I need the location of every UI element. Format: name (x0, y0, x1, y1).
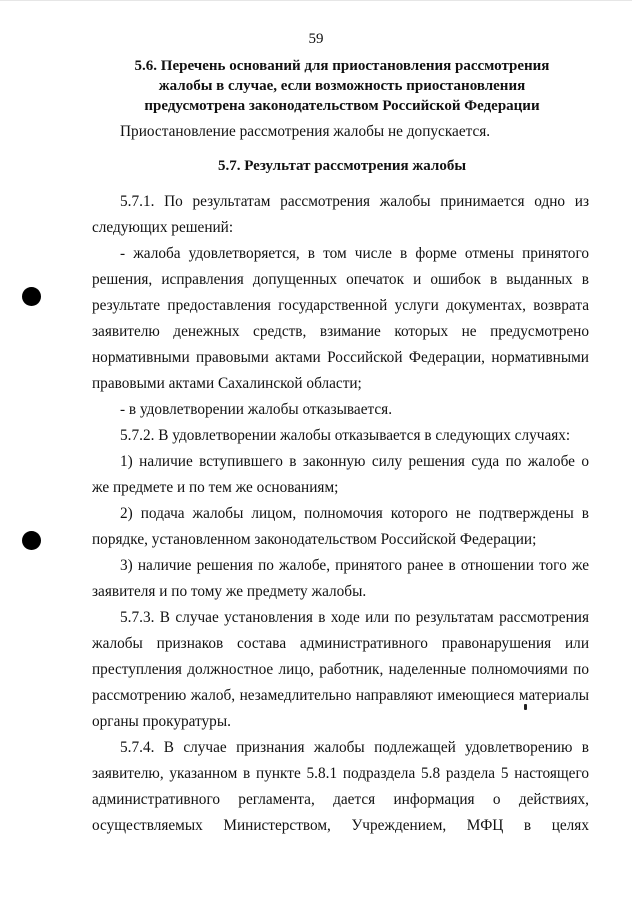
paragraph-line: результате предоставления государственной услуги документах, возврата (92, 297, 589, 314)
paragraph-line: - жалоба удовлетворяется, в том числе в форме отмены принятого (120, 245, 589, 262)
paragraph-line: административного регламента, дается информация о действиях, (92, 791, 589, 808)
paragraph-line: 5.7.3. В случае установления в ходе или по результатам рассмотрения (120, 609, 589, 626)
paragraph-line: порядке, установленном законодательством Российской Федерации; (92, 531, 537, 548)
paragraph-line: же предмете и по тем же основаниям; (92, 479, 339, 496)
paragraph-line: 5.7.4. В случае признания жалобы подлежащей удовлетворению в (120, 739, 589, 756)
paragraph-line: осуществляемых Министерством, Учреждением, МФЦ в целях (92, 817, 589, 834)
paragraph-line: правовыми актами Сахалинской области; (92, 375, 362, 392)
paragraph-line: заявителю, указанном в пункте 5.8.1 подраздела 5.8 раздела 5 настоящего (92, 765, 589, 782)
section-5-6-heading (92, 56, 592, 116)
paragraph-line: 5.7.1. По результатам рассмотрения жалобы принимается одно из (120, 193, 589, 210)
scan-edge (0, 0, 632, 1)
paragraph-line: следующих решений: (92, 219, 234, 236)
paragraph-line: жалобы признаков состава административного правонарушения или (92, 635, 589, 652)
paragraph-line: 3) наличие решения по жалобе, принятого ранее в отношении того же (120, 557, 589, 574)
section-5-7-heading: 5.7. Результат рассмотрения жалобы (217, 158, 467, 174)
paragraph-line: нормативными правовыми актами Российской Федерации, нормативными (92, 349, 589, 366)
section-5-6-heading-line: жалобы в случае, если возможность приостановления (158, 78, 526, 94)
page-number: 59 (308, 31, 324, 47)
punch-hole-mark (22, 531, 41, 550)
paragraph-line: заявителю денежных средств, взимание которых не предусмотрено (92, 323, 589, 340)
paragraph-line: решения, исправления допущенных опечаток и ошибок в выданных в (92, 271, 589, 288)
section-5-6-text: Приостановление рассмотрения жалобы не допускается. (120, 123, 491, 140)
paragraph-line: заявителя и по тому же предмету жалобы. (92, 583, 367, 600)
scan-speck (524, 704, 527, 710)
paragraph-line: 2) подача жалобы лицом, полномочия которого не подтверждены в (120, 505, 589, 522)
paragraph-line: 5.7.2. В удовлетворении жалобы отказывается в следующих случаях: (120, 427, 571, 444)
section-5-6-heading-line: предусмотрена законодательством Российской Федерации (144, 98, 540, 114)
section-5-6-heading-line: 5.6. Перечень оснований для приостановления рассмотрения (134, 58, 550, 74)
paragraph-line: 1) наличие вступившего в законную силу решения суда по жалобе о (120, 453, 589, 470)
paragraph-line: преступления должностное лицо, работник, наделенные полномочиями по (92, 661, 589, 678)
paragraph-line: органы прокуратуры. (92, 713, 231, 730)
punch-hole-mark (22, 287, 41, 306)
paragraph-line: рассмотрению жалоб, незамедлительно направляют имеющиеся материалы (92, 687, 589, 704)
paragraph-line: - в удовлетворении жалобы отказывается. (120, 401, 393, 418)
